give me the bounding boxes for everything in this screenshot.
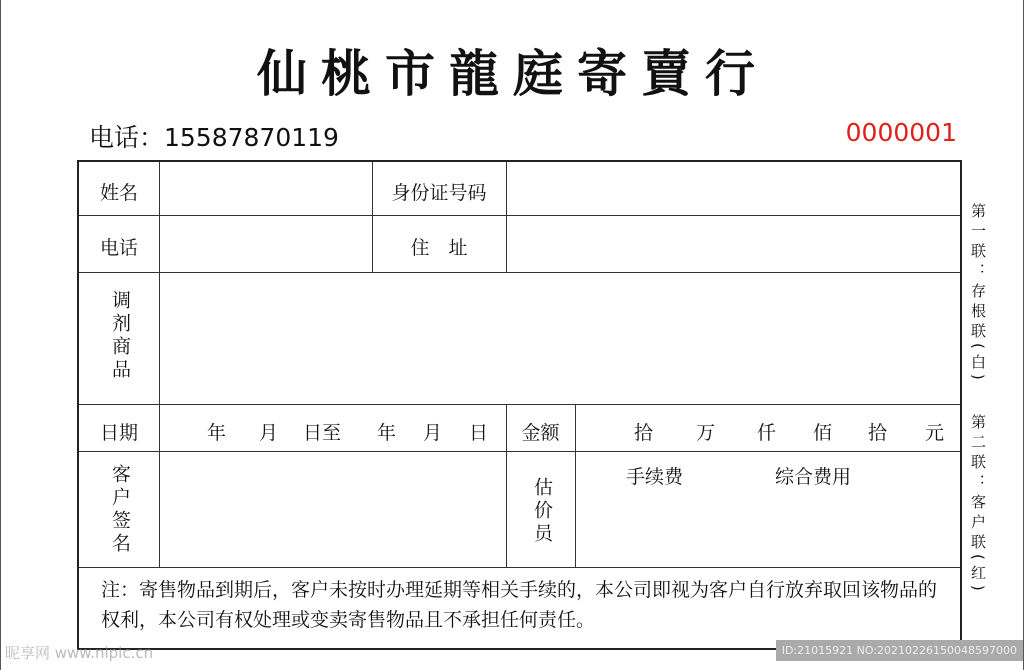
amount-unit: 万 — [696, 422, 716, 444]
date-unit: 日 — [469, 422, 489, 444]
name-field[interactable] — [161, 164, 371, 214]
watermark-id: ID:21015921 NO:20210226150048597000 — [776, 640, 1023, 661]
watermark-site: 昵享网 www.nipic.cn — [5, 644, 154, 662]
customer-sign-label: 客户签名 — [109, 464, 131, 556]
name-label: 姓名 — [99, 182, 138, 204]
customer-sign-field[interactable] — [161, 453, 505, 565]
date-unit: 月 — [423, 422, 443, 444]
amount-unit: 佰 — [813, 422, 833, 444]
tel-label: 电话 — [99, 237, 138, 259]
amount-label: 金额 — [521, 422, 560, 444]
date-unit: 年 — [377, 422, 397, 444]
id-number-label: 身份证号码 — [391, 182, 487, 204]
fee-label: 手续费 — [626, 466, 684, 488]
address-field[interactable] — [508, 217, 958, 271]
form-table — [77, 160, 962, 650]
shop-phone: 电话：15587870119 — [89, 123, 339, 152]
amount-unit: 仟 — [757, 422, 777, 444]
amount-unit: 元 — [925, 422, 945, 444]
date-unit: 月 — [259, 422, 279, 444]
address-label: 住 址 — [410, 237, 468, 259]
copy1-label: 第一联：存根联(白) — [969, 203, 987, 385]
id-number-field[interactable] — [508, 164, 958, 214]
amount-unit: 拾 — [634, 422, 654, 444]
terms-note: 注：寄售物品到期后，客户未按时办理延期等相关手续的，本公司即视为客户自行放弃取回该物品的权利，本公司有权处理或变卖寄售物品且不承担任何责任。 — [101, 579, 938, 631]
tel-field[interactable] — [161, 217, 371, 271]
total-fee-label: 综合费用 — [775, 466, 852, 488]
appraiser-label: 估价员 — [531, 477, 553, 546]
copy2-label: 第二联：客户联(红) — [969, 414, 987, 596]
date-unit: 年 — [207, 422, 227, 444]
goods-field[interactable] — [161, 274, 961, 402]
shop-title: 仙桃市龍庭寄賣行 — [257, 45, 769, 103]
date-unit: 日至 — [303, 422, 342, 444]
amount-unit: 拾 — [868, 422, 888, 444]
goods-label: 调剂商品 — [109, 290, 131, 382]
serial-number: 0000001 — [845, 118, 957, 147]
date-label: 日期 — [99, 422, 138, 444]
